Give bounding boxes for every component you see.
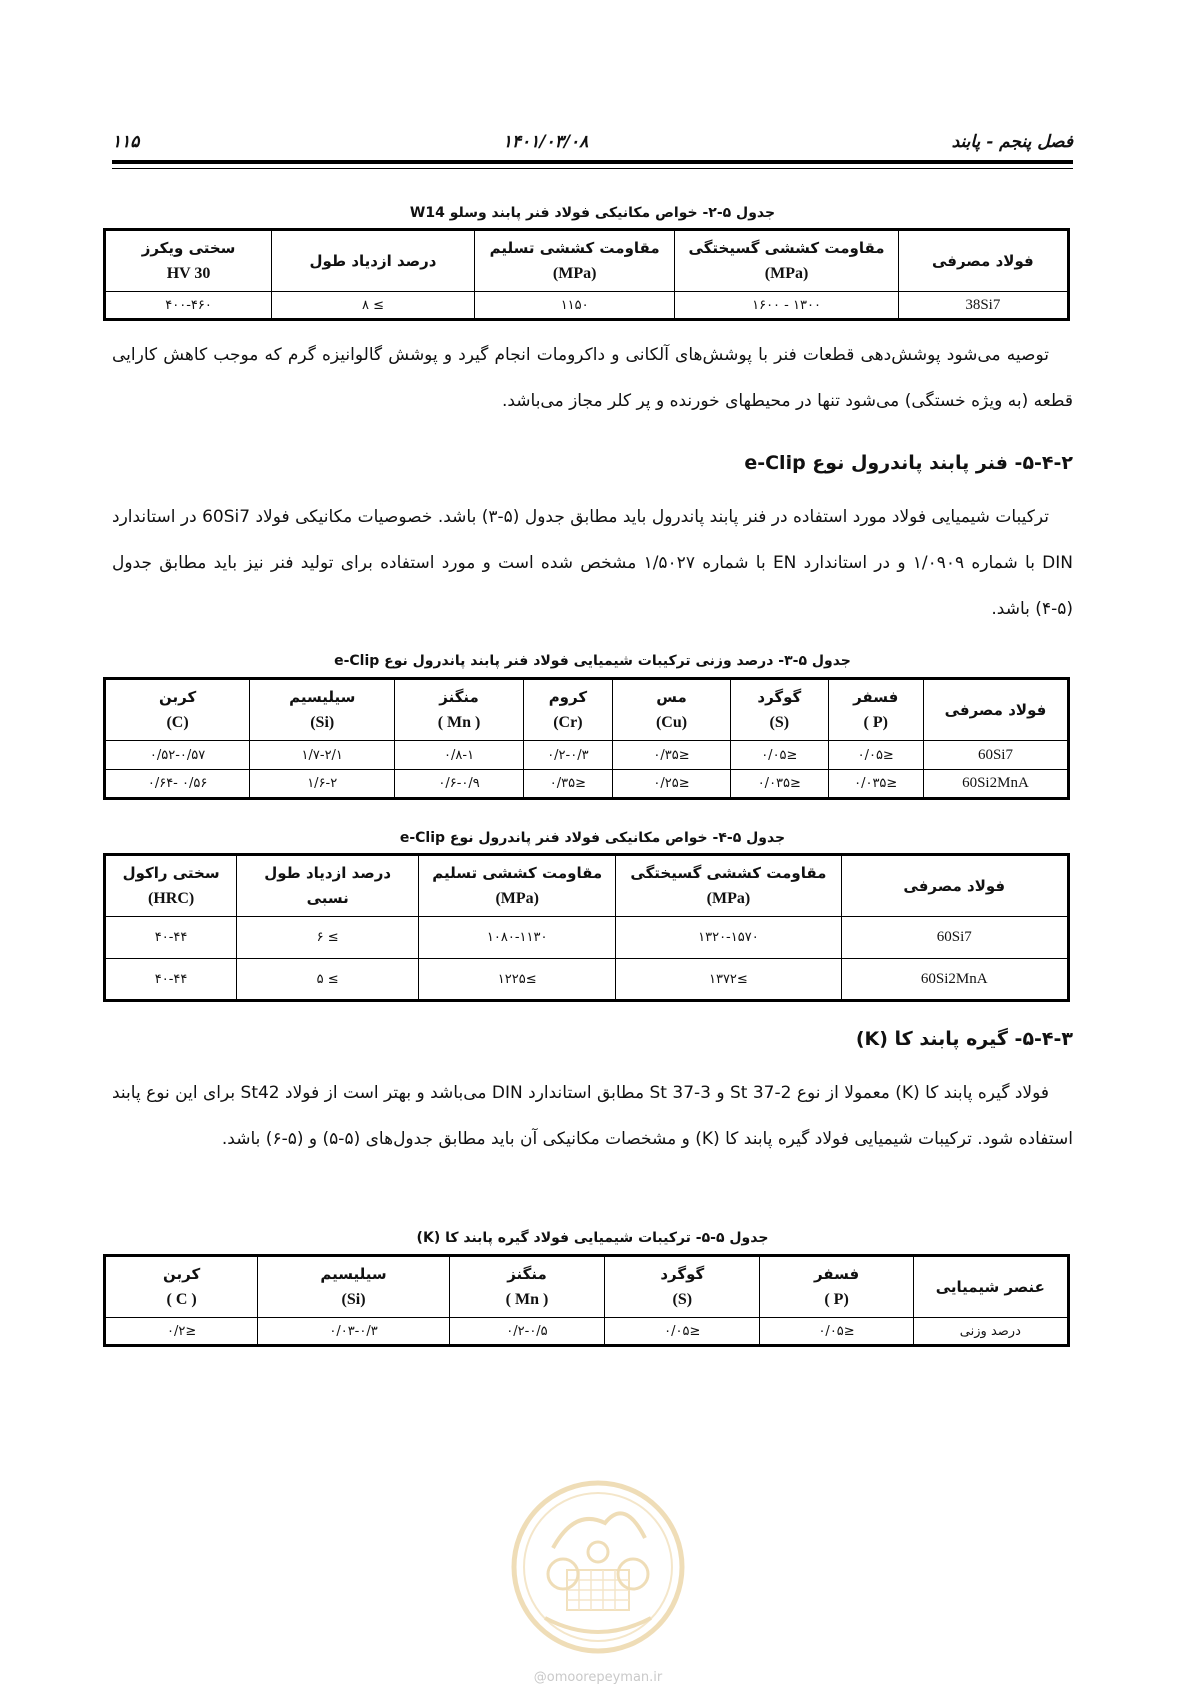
table-row	[105, 741, 1069, 770]
table-cell: ۰/۲-۰/۳	[523, 741, 612, 770]
column-header-title: کربن	[163, 1265, 201, 1283]
column-header-unit: (Si)	[310, 714, 335, 731]
table-cell: ≥۱۳۷۲	[616, 959, 841, 1001]
table-cell: ۰/۲-۰/۵	[449, 1318, 604, 1346]
table-cell: 60Si2MnA	[923, 770, 1068, 799]
column-header-title: فولاد مصرفی	[903, 876, 1006, 895]
table-cell: ۰/۵۲-۰/۵۷	[105, 741, 250, 770]
chapter-title: فصل پنجم - پابند	[951, 132, 1073, 152]
column-header-unit: (MPa)	[764, 265, 809, 282]
column-header	[419, 855, 616, 917]
column-header-title: کروم	[548, 688, 588, 706]
column-header	[105, 1256, 258, 1318]
column-header	[523, 679, 612, 741]
column-header-unit: (MPa)	[552, 265, 597, 282]
table-cell: ۱۰۸۰-۱۱۳۰	[419, 917, 616, 959]
column-header-title: فولاد مصرفی	[931, 251, 1034, 270]
column-header	[923, 679, 1068, 741]
column-header	[105, 679, 250, 741]
table-cell: 60Si7	[923, 741, 1068, 770]
column-header-title: فسفر	[853, 688, 899, 706]
table-cell: ≤۰/۰۵	[828, 741, 923, 770]
table-caption: جدول ۵-۵- ترکیبات شیمیایی فولاد گیره پابند کا (K)	[416, 1230, 769, 1246]
column-header-unit: (Si)	[341, 1291, 366, 1308]
column-header-title: مقاومت کششی تسلیم	[432, 864, 603, 882]
column-header	[675, 230, 898, 292]
column-header-title: کربن	[158, 688, 197, 706]
header-rule	[112, 160, 1073, 164]
column-header-title: سختی راکول	[122, 864, 220, 882]
table-cell: ۰/۰۳-۰/۳	[258, 1318, 450, 1346]
column-header-unit: (Cu)	[655, 714, 688, 731]
table-cell: ۰/۸-۱	[395, 741, 524, 770]
column-header-unit: ( Mn )	[505, 1291, 549, 1308]
column-header-unit: ( C )	[166, 1291, 197, 1308]
table-cell: 38Si7	[898, 292, 1068, 320]
column-header-title: سختی ویکرز	[141, 239, 236, 257]
header-rule-thin	[112, 168, 1073, 169]
column-header	[250, 679, 395, 741]
column-header-title: مقاومت کششی تسلیم	[489, 239, 660, 257]
column-header	[258, 1256, 450, 1318]
column-header-unit: (Cr)	[553, 714, 583, 731]
table-cell: ۱۱۵۰	[474, 292, 675, 320]
column-header-title: درصد ازدیاد طول	[309, 251, 437, 270]
column-header-unit: HV 30	[166, 265, 211, 282]
e-clip-mechanical-table	[103, 853, 1070, 1002]
table-row	[105, 959, 1069, 1001]
column-header-title: مس	[656, 688, 687, 706]
chemical-composition-table	[103, 677, 1070, 800]
table-cell: ≤۰/۰۵	[760, 1318, 913, 1346]
column-header	[731, 679, 828, 741]
table-cell: ۱۳۰۰ - ۱۶۰۰	[675, 292, 898, 320]
column-header-title: سیلیسیم	[289, 688, 356, 706]
table-cell: ۰/۶-۰/۹	[395, 770, 524, 799]
column-header-unit: نسبی	[306, 889, 349, 907]
table-cell: ۴۰-۴۴	[105, 959, 237, 1001]
column-header-unit: (S)	[672, 1291, 693, 1308]
page-number: ۱۱۵	[112, 132, 140, 152]
table-cell: ≥ ۸	[272, 292, 475, 320]
table-cell: ۰/۵۶ -۰/۶۴	[105, 770, 250, 799]
column-header	[616, 855, 841, 917]
column-header-title: مقاومت کششی گسیختگی	[688, 239, 885, 257]
section-heading-e-clip: ۵-۴-۲- فنر پابند پاندرول نوع e-Clip	[744, 452, 1073, 474]
table-cell: ≤۰/۲	[105, 1318, 258, 1346]
watermark-text: @omoorepeyman.ir	[533, 1670, 663, 1685]
table-cell: ≤۰/۰۵	[731, 741, 828, 770]
column-header	[105, 230, 272, 292]
column-header-title: مقاومت کششی گسیختگی	[630, 864, 827, 882]
table-caption: جدول ۵-۲- خواص مکانیکی فولاد فنر پابند وسلو W14	[409, 205, 776, 221]
column-header-unit: (P )	[824, 1291, 849, 1308]
column-header-unit: (HRC)	[147, 890, 195, 907]
table-cell: ≤۰/۰۳۵	[828, 770, 923, 799]
table-cell: ۱۳۲۰-۱۵۷۰	[616, 917, 841, 959]
mechanical-properties-table	[103, 228, 1070, 321]
column-header-title: عنصر شیمیایی	[935, 1277, 1045, 1296]
column-header	[898, 230, 1068, 292]
table-caption: جدول ۵-۴- خواص مکانیکی فولاد فنر پاندرول نوع e-Clip	[399, 830, 786, 846]
column-header	[828, 679, 923, 741]
column-header-title: فسفر	[813, 1265, 860, 1283]
paragraph-k-clip: فولاد گیره پابند کا (K) معمولا از نوع St 37-2 و St 37-3 مطابق استاندارد DIN می‌باشد و بهتر است از فولاد St42 برای این نوع پابند استفاده شود. ترکیبات شیمیایی فولاد گیره پابند کا (K) و مشخصات مکانیکی آن باید مطابق جدول‌های (۵-۵) و (۵-۶) باشد.	[112, 1083, 1073, 1149]
column-header-title: سیلیسیم	[320, 1265, 387, 1283]
column-header-unit: (S)	[769, 714, 790, 731]
paragraph-e-clip: ترکیبات شیمیایی فولاد مورد استفاده در فنر پابند پاندرول باید مطابق جدول (۵-۳) باشد. خصوصیات مکانیکی فولاد 60Si7 در استاندارد DIN با شماره ۱/۰۹۰۹ و در استاندارد EN با شماره ۱/۵۰۲۷ مشخص شده است و مورد استفاده برای تولید فنر نیز باید مطابق جدول (۵-۴) باشد.	[112, 507, 1073, 619]
page-date: ۱۴۰۱/۰۳/۰۸	[502, 132, 589, 152]
column-header-title: منگنز	[439, 688, 479, 706]
watermark-logo	[505, 1478, 691, 1656]
column-header-title: گوگرد	[757, 688, 802, 706]
table-cell: درصد وزنی	[913, 1318, 1068, 1346]
column-header	[272, 230, 475, 292]
table-cell: ≥۱۲۲۵	[419, 959, 616, 1001]
column-header-unit: ( Mn )	[437, 714, 481, 731]
table-cell: ۱/۷-۲/۱	[250, 741, 395, 770]
table-cell: ≤۰/۰۵	[605, 1318, 760, 1346]
table-cell: ≥ ۵	[237, 959, 419, 1001]
column-header-unit: (C)	[166, 714, 189, 731]
column-header-title: درصد ازدیاد طول	[264, 864, 392, 882]
table-cell: ≤۰/۲۵	[612, 770, 730, 799]
column-header	[474, 230, 675, 292]
column-header	[605, 1256, 760, 1318]
table-cell: ≤۰/۳۵	[612, 741, 730, 770]
column-header-title: فولاد مصرفی	[944, 700, 1047, 719]
table-cell: 60Si7	[841, 917, 1068, 959]
column-header-unit: (MPa)	[495, 890, 539, 907]
column-header-unit: (P )	[863, 714, 888, 731]
k-clip-composition-table	[103, 1254, 1070, 1347]
column-header	[105, 855, 237, 917]
page-header	[112, 128, 1073, 156]
column-header	[841, 855, 1068, 917]
table-row	[105, 917, 1069, 959]
column-header	[612, 679, 730, 741]
column-header	[449, 1256, 604, 1318]
table-cell: ۱/۶-۲	[250, 770, 395, 799]
table-cell: 60Si2MnA	[841, 959, 1068, 1001]
column-header-unit: (MPa)	[706, 890, 751, 907]
table-caption: جدول ۵-۳- درصد وزنی ترکیبات شیمیایی فولاد فنر پابند پاندرول نوع e-Clip	[334, 653, 851, 669]
table-cell: ۴۰-۴۴	[105, 917, 237, 959]
table-cell: ۴۰۰-۴۶۰	[105, 292, 272, 320]
table-cell: ≥ ۶	[237, 917, 419, 959]
table-row	[105, 292, 1069, 320]
column-header	[395, 679, 524, 741]
table-row	[105, 1318, 1069, 1346]
column-header	[237, 855, 419, 917]
table-cell: ≤۰/۰۳۵	[731, 770, 828, 799]
column-header	[760, 1256, 913, 1318]
paragraph-coating: توصیه می‌شود پوشش‌دهی قطعات فنر با پوشش‌های آلکانی و داکرومات انجام گیرد و پوشش گالوانیزه گرم که موجب کاهش کارایی قطعه (به ویژه خستگی) می‌شود تنها در محیطهای خورنده و پر کلر مجاز می‌باشد.	[112, 345, 1073, 411]
table-cell: ≤۰/۳۵	[523, 770, 612, 799]
column-header	[913, 1256, 1068, 1318]
column-header-title: منگنز	[507, 1265, 547, 1283]
column-header-title: گوگرد	[660, 1265, 705, 1283]
table-row	[105, 770, 1069, 799]
section-heading-k-clip: ۵-۴-۳- گیره پابند کا (K)	[855, 1028, 1073, 1050]
